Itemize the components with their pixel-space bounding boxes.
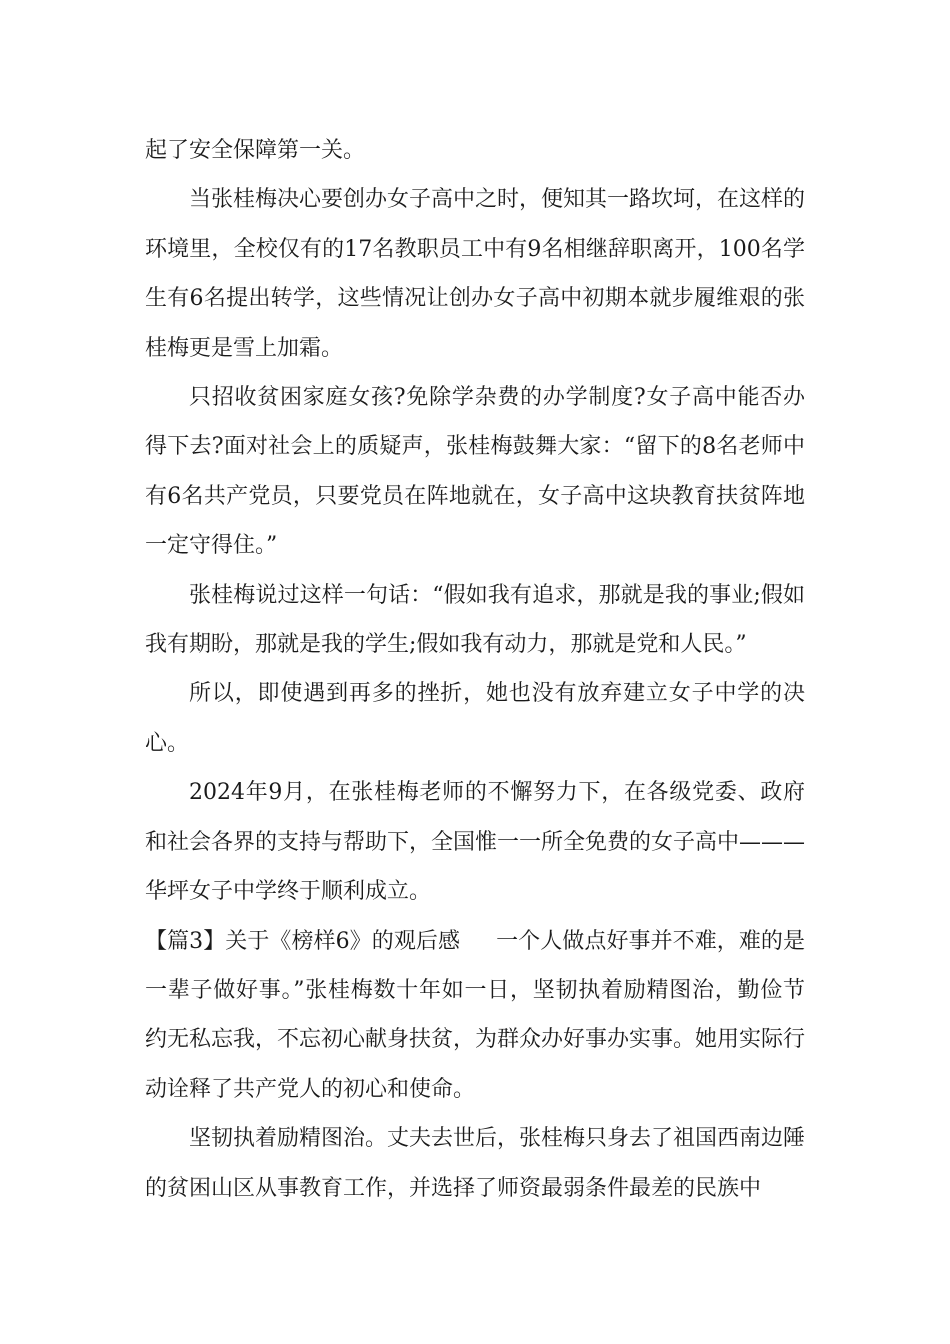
paragraph-founding-difficulties: 当张桂梅决心要创办女子高中之时，便知其一路坎坷，在这样的环境里，全校仅有的17名教职员工中有9名相继辞职离开，100名学生有6名提出转学，这些情况让创办女子高中初期本就步履维艰的张桂梅更是雪上加霜。: [145, 187, 806, 361]
section-3-paragraph: [145, 917, 805, 1115]
paragraph-questions: 只招收贫困家庭女孩?免除学杂费的办学制度?女子高中能否办得下去?面对社会上的质疑声，张桂梅鼓舞大家：“留下的8名老师中有6名共产党员，只要党员在阵地就在，女子高中这块教育扶贫阵地一定守得住。”: [145, 385, 805, 559]
section-3-heading: 【篇3】关于《榜样6》的观后感: [145, 928, 461, 954]
paragraph-quote: 张桂梅说过这样一句话：“假如我有追求，那就是我的事业;假如我有期盼，那就是我的学生;假如我有动力，那就是党和人民。”: [145, 582, 805, 658]
document-page: [145, 126, 805, 1213]
paragraph-establishment: 2024年9月，在张桂梅老师的不懈努力下，在各级党委、政府和社会各界的支持与帮助下，全国惟一一所全免费的女子高中———华坪女子中学终于顺利成立。: [145, 780, 806, 905]
section-3-text: 一个人做点好事并不难，难的是一辈子做好事。”张桂梅数十年如一日，坚韧执着励精图治，勤俭节约无私忘我，不忘初心献身扶贫，为群众办好事办实事。她用实际行动诠释了共产党人的初心和使命。: [145, 928, 806, 1102]
paragraph-continuation: 起了安全保障第一关。: [145, 138, 366, 163]
paragraph-perseverance: 坚韧执着励精图治。丈夫去世后，张桂梅只身去了祖国西南边陲的贫困山区从事教育工作，并选择了师资最弱条件最差的民族中: [145, 1126, 806, 1201]
paragraph-determination: 所以，即使遇到再多的挫折，她也没有放弃建立女子中学的决心。: [145, 681, 805, 756]
